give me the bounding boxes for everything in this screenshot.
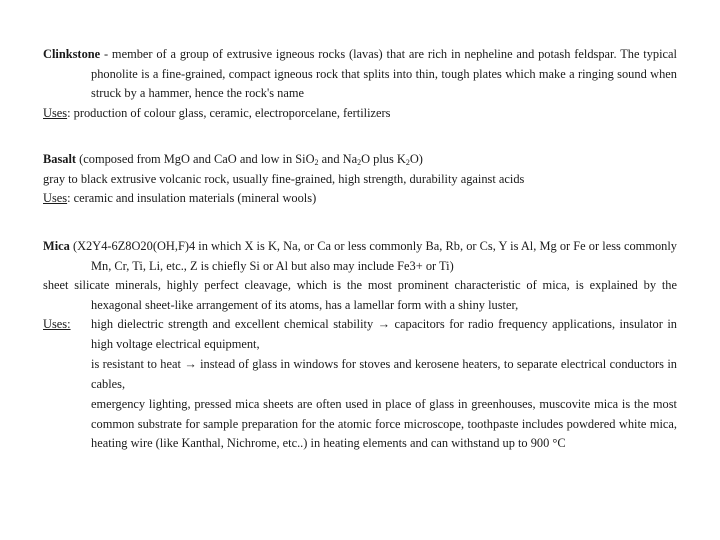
mica-uses-list [91,315,677,455]
basalt-sub-2: 2 [357,158,362,167]
mica-use-item: high dielectric strength and excellent chemical stability → capacitors for radio frequency applications, insulator in high voltage electrical equipment, [91,317,677,351]
clinkstone-definition: - member of a group of extrusive igneous rocks (lavas) that are rich in nepheline and potash feldspar. The typical phonolite is a fine-grained, compact igneous rock that splits into thin, tough plates which make a ringing sound when struck by a hammer, hence the rock's name [91,47,677,100]
clinkstone-definition-paragraph [43,45,677,104]
basalt-uses-paragraph [43,189,677,209]
mica-use-item: is resistant to heat → instead of glass in windows for stoves and kerosene heaters, to separate electrical conductors in cables, [91,357,677,391]
basalt-composition-c: O plus K [361,152,406,166]
clinkstone-uses-paragraph [43,104,677,124]
basalt-composition-b: and Na [318,152,358,166]
basalt-description: gray to black extrusive volcanic rock, usually fine-grained, high strength, durability against acids [43,171,525,186]
mica-entry [43,237,677,455]
clinkstone-term: Clinkstone [43,47,101,61]
basalt-entry [43,150,677,209]
basalt-heading-paragraph [43,150,677,170]
basalt-uses-label: Uses [43,191,68,205]
mica-uses-block [43,315,677,455]
basalt-term: Basalt [43,152,77,166]
mica-formula: (X2Y4-6Z8O20(OH,F)4 in which X is K, Na, or Ca or less commonly Ba, Rb, or Cs, Y is Al, Mg or Fe or less commonly Mn, Cr, Ti, Li, etc., Z is chiefly Si or Al but also may include Fe3+ or Ti) [69,239,677,273]
mica-term: Mica [43,239,70,253]
mica-description: sheet silicate minerals, highly perfect cleavage, which is the most prominent characteristic of mica, is explained by the hexagonal sheet-like arrangement of its atoms, has a lamellar form with a shiny luster, [43,278,677,312]
clinkstone-uses-text: : production of colour glass, ceramic, electroporcelane, fertilizers [67,105,391,120]
basalt-composition-d: O) [409,152,423,166]
clinkstone-entry [43,45,677,123]
basalt-sub-3: 2 [405,158,410,167]
mica-heading-paragraph [43,237,677,276]
basalt-uses-text: : ceramic and insulation materials (mineral wools) [67,191,317,205]
clinkstone-uses-label: Uses [43,105,68,120]
basalt-composition-a: (composed from MgO and CaO and low in SiO [76,152,315,166]
mica-use-item: emergency lighting, pressed mica sheets are often used in place of glass in greenhouses, muscovite mica is the most common substrate for sample preparation for the atomic force microscope, toothpaste includes powdered white mica, heating wire (like Kanthal, Nichrome, etc..) in heating elements and can withstand up to 900 °C [91,397,677,450]
mica-uses-label: Uses: [43,317,71,331]
basalt-sub-1: 2 [314,158,319,167]
